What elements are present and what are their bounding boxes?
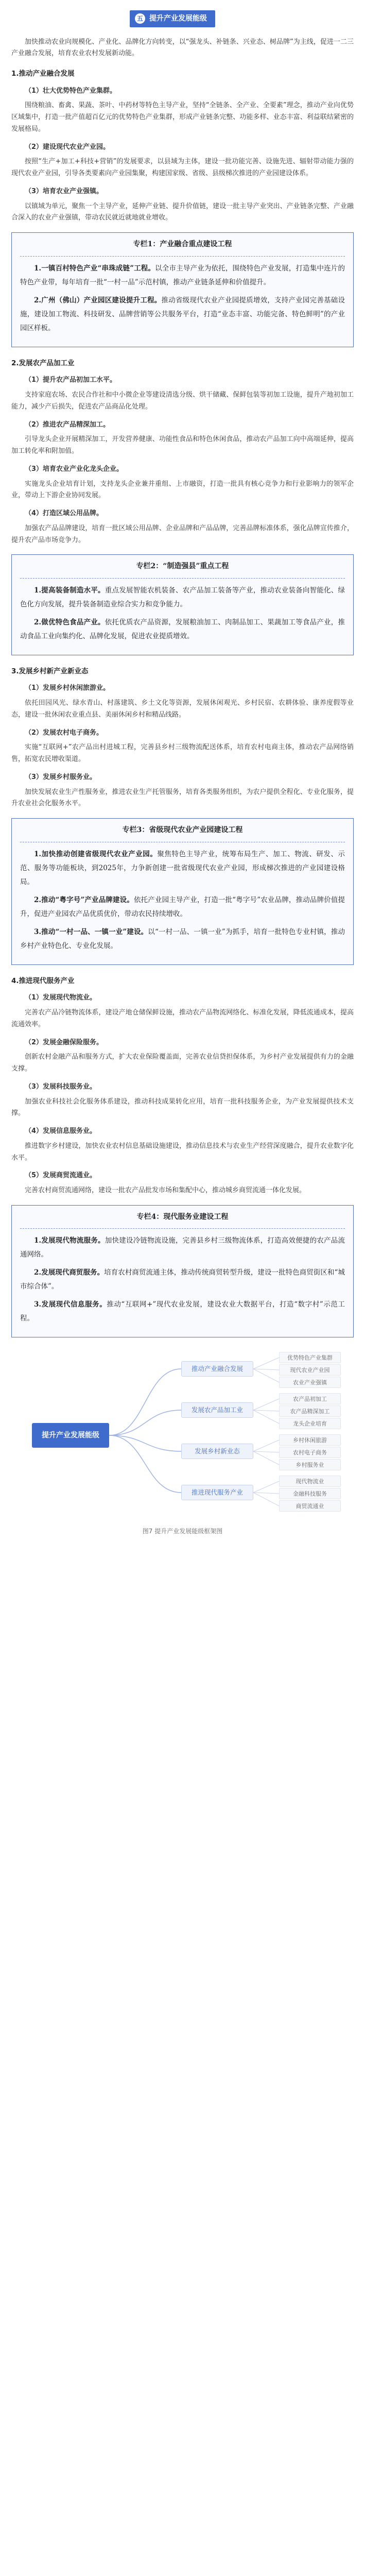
figure-leaf-connector	[253, 1481, 279, 1493]
box-paragraph	[20, 262, 345, 290]
box-item-text: 培育农村商贸流通主体，推动传统商贸转型升级，建设一批特色商贸街区和“城市综合体”。	[20, 1268, 345, 1291]
figure-branch-node: 发展乡村新业态	[181, 1444, 253, 1459]
item-paragraph: 加快发展农业生产性服务业，推进农业生产托管服务，培育各类服务组织，为农户提供全程化、专业化服务，提升农业社会化服务水平。	[11, 788, 354, 808]
figure-leaf-node: 优势特色产业集群	[279, 1352, 341, 1363]
figure-leaf-node: 现代农业产业园	[279, 1364, 341, 1376]
part2-items	[11, 375, 354, 546]
box-item-heading: 3.推动“一村一品、一镇一业”建设。	[34, 927, 148, 936]
box-item-text: 以全市主导产业为依托，围绕特色产业发展，打造集中连片的特色产业带，每年培育一批“一村一品”示范村镇，推动产业链条延伸和价值提升。	[20, 264, 345, 286]
item-paragraph: 推进数字乡村建设，加快农业农村信息基础设施建设，推动信息技术与农业生产经营深度融合，提升农业数字化水平。	[11, 1142, 354, 1162]
item-paragraph: 完善农产品冷链物流体系，建设产地仓储保鲜设施，推动农产品物流网络化、标准化发展，降低流通成本，提高流通效率。	[11, 1009, 354, 1028]
item-paragraph: 围绕粮油、畜禽、果蔬、茶叶、中药材等特色主导产业，坚持“全链条、全产业、全要素”理念，推动产业向优势区域集中，打造一批产值超百亿元的优势特色产业集群，形成产业链条完整、功能多样、业态丰富、利益联结紧密的发展格局。	[11, 101, 354, 133]
figure-leaf-node: 农业产业强镇	[279, 1377, 341, 1388]
box3-items	[20, 848, 345, 953]
box-item-heading: 1.一镇百村特色产业“串珠成链”工程。	[34, 264, 155, 273]
figure-leaf-connector	[253, 1440, 279, 1451]
part3-title: 3.发展乡村新产业新业态	[11, 667, 89, 675]
box2-title: 专栏2：“制造强县”重点工程	[20, 555, 345, 579]
box-paragraph	[20, 584, 345, 612]
figure-leaf-node: 农产品初加工	[279, 1393, 341, 1404]
item-heading: （1）发展现代物流业。	[25, 994, 97, 1002]
item-heading: （5）发展商贸流通业。	[25, 1172, 97, 1180]
item-paragraph: 实施“互联网+”农产品出村进城工程，完善县乡村三级物流配送体系，培育农村电商主体，推动农产品网络销售，拓宽农民增收渠道。	[11, 743, 354, 764]
item-heading: （2）发展金融保险服务。	[25, 1038, 103, 1046]
figure-leaf-connector	[253, 1358, 279, 1369]
item-paragraph: 加强农产品品牌建设，培育一批区域公用品牌、企业品牌和产品品牌，完善品牌标准体系，强化品牌宣传推介，提升农产品市场竞争力。	[11, 524, 354, 544]
item-paragraph: 支持家庭农场、农民合作社和中小微企业等建设清选分级、烘干储藏、保鲜包装等初加工设施，提升产地初加工能力，减少产后损失，促进农产品商品化处理。	[11, 391, 354, 411]
box-item-heading: 3.发展现代信息服务。	[34, 1300, 107, 1309]
item-paragraph: 加强农业科技社会化服务体系建设，推动科技成果转化应用，培育一批科技服务企业，为产业发展提供技术支撑。	[11, 1097, 354, 1117]
figure-leaf-node: 现代物流业	[279, 1476, 341, 1487]
section-title	[130, 10, 215, 27]
figure-leaf-node: 龙头企业培育	[279, 1418, 341, 1429]
box3-title: 专栏3：省级现代农业产业园建设工程	[20, 819, 345, 842]
box4	[11, 1205, 354, 1338]
figure-leaf-connector	[253, 1410, 279, 1423]
section-number: 五	[135, 13, 145, 24]
figure-leaf-node: 乡村休闲旅游	[279, 1434, 341, 1446]
item-heading: （1）提升农产品初加工水平。	[25, 376, 117, 384]
item-paragraph: 按照“生产+加工+科技+营销”的发展要求，以县域为主体，建设一批功能完善、设施先进、辐射带动能力强的现代农业产业园，引导各类要素向产业园集聚，构建国家级、省级、县级梯次推进的产业园建设体系。	[11, 158, 354, 178]
box1-items	[20, 262, 345, 335]
item-heading: （2）推进农产品精深加工。	[25, 420, 110, 429]
figure-caption: 图7 提升产业发展能级框架图	[142, 1528, 223, 1535]
figure-leaf-connector	[253, 1369, 279, 1370]
figure-branch-node: 发展农产品加工业	[181, 1402, 253, 1418]
item-paragraph: 实施龙头企业培育计划，支持龙头企业兼并重组、上市融资，打造一批具有核心竞争力和行业影响力的领军企业，带动上下游企业协同发展。	[11, 480, 354, 500]
box-item-heading: 2.推动“粤字号”产业品牌建设。	[34, 895, 134, 904]
box-item-text: 聚焦特色主导产业，统筹布局生产、加工、物流、研发、示范、服务等功能板块，到2025年，力争新创建一批省级现代农业产业园，形成梯次推进的产业园建设格局。	[20, 850, 345, 886]
intro-paragraph: 加快推动农业向规模化、产业化、品牌化方向转变，以“强龙头、补链条、兴业态、树品牌”为主线，促进一二三产业融合发展，培育农业农村发展新动能。	[11, 38, 354, 58]
box-item-text: 依托产业园主导产业，打造一批“粤字号”农业品牌，推动品牌价值提升，促进产业园农产品优质优价，带动农民持续增收。	[20, 895, 345, 918]
item-heading: （3）发展乡村服务业。	[25, 773, 97, 781]
box2-items	[20, 584, 345, 643]
box-item-text: 以“一村一品、一镇一业”为抓手，培育一批特色专业村镇，推动乡村产业特色化、专业化发展。	[20, 927, 345, 950]
box4-items	[20, 1234, 345, 1326]
figure-connector	[109, 1410, 181, 1435]
section-title-text: 提升产业发展能级	[149, 14, 207, 23]
box-paragraph	[20, 294, 345, 335]
item-heading: （1）发展乡村休闲旅游业。	[25, 684, 110, 692]
box-item-text: 推动省级现代农业产业园提质增效，支持产业园完善基础设施，建设加工物流、科技研发、品牌营销等公共服务平台，打造“业态丰富、功能完备、特色鲜明”的产业园区样板。	[20, 296, 345, 332]
figure-connector	[109, 1435, 181, 1493]
item-paragraph: 完善农村商贸流通网络，建设一批农产品批发市场和集配中心，推动城乡商贸流通一体化发展。	[25, 1187, 306, 1194]
figure-leaf-connector	[253, 1410, 279, 1411]
figure-center-node: 提升产业发展能级	[32, 1423, 109, 1448]
box-item-heading: 1.提高装备制造水平。	[34, 586, 105, 595]
box1-title: 专栏1：产业融合重点建设工程	[20, 233, 345, 257]
item-heading: （3）发展科技服务业。	[25, 1082, 97, 1091]
box-paragraph	[20, 616, 345, 643]
box-paragraph	[20, 893, 345, 921]
figure-branch-node: 推动产业融合发展	[181, 1361, 253, 1377]
item-heading: （2）建设现代农业产业园。	[25, 143, 110, 151]
part1-items	[11, 86, 354, 225]
item-heading: （4）打造区域公用品牌。	[25, 510, 103, 517]
figure-leaf-connector	[253, 1493, 279, 1506]
figure-leaf-connector	[253, 1451, 279, 1452]
item-heading: （3）培育农业产业强镇。	[25, 187, 103, 195]
part3-items	[11, 683, 354, 810]
figure-leaf-connector	[253, 1451, 279, 1465]
item-paragraph: 依托田园风光、绿水青山、村落建筑、乡土文化等资源，发展休闲观光、乡村民宿、农耕体验、康养度假等业态，建设一批休闲农业重点县、美丽休闲乡村和精品线路。	[11, 699, 354, 719]
figure-connector	[109, 1369, 181, 1435]
figure-leaf-node: 农产品精深加工	[279, 1405, 341, 1417]
box-item-text: 加快建设冷链物流设施，完善县乡村三级物流体系，打造高效便捷的农产品流通网络。	[20, 1236, 345, 1259]
box-item-heading: 2.广州（佛山）产业园区建设提升工程。	[34, 296, 162, 304]
figure-leaf-node: 农村电子商务	[279, 1447, 341, 1458]
item-paragraph: 以镇域为单元，聚焦一个主导产业，延伸产业链、提升价值链，建设一批主导产业突出、产业链条完整、产业融合深入的农业产业强镇，带动农民就近就地就业增收。	[11, 202, 354, 222]
box3	[11, 818, 354, 965]
figure-leaf-connector	[253, 1493, 279, 1494]
figure-branch-node: 推进现代服务产业	[181, 1485, 253, 1500]
item-heading: （2）发展农村电子商务。	[25, 728, 103, 737]
part4-items	[11, 992, 354, 1197]
figure-leaf-node: 金融科技服务	[279, 1488, 341, 1499]
box-paragraph	[20, 1298, 345, 1326]
box-item-heading: 1.发展现代物流服务。	[34, 1236, 105, 1245]
item-heading: （3）培育农业产业化龙头企业。	[25, 465, 124, 473]
box-paragraph	[20, 1266, 345, 1294]
item-paragraph: 引导龙头企业开展精深加工，开发营养健康、功能性食品和特色休闲食品，推动农产品加工向中高端延伸，提高加工转化率和附加值。	[11, 435, 354, 455]
part4-title: 4.推进现代服务产业	[11, 976, 75, 985]
box-paragraph	[20, 925, 345, 953]
box1	[11, 232, 354, 347]
box-paragraph	[20, 848, 345, 889]
box4-title: 专栏4：现代服务业建设工程	[20, 1206, 345, 1229]
figure-leaf-connector	[253, 1399, 279, 1410]
box-item-text: 重点发展智能农机装备、农产品加工装备等产业，推动农业装备向智能化、绿色化方向发展，提升装备制造业综合实力和竞争能力。	[20, 586, 345, 608]
box-item-heading: 2.做优特色食品产业。	[34, 618, 105, 626]
box-paragraph	[20, 1234, 345, 1262]
part2-title: 2.发展农产品加工业	[11, 359, 75, 367]
figure-leaf-node: 乡村服务业	[279, 1459, 341, 1470]
part1-title: 1.推动产业融合发展	[11, 70, 75, 78]
box-item-text: 依托优质农产品资源，发展粮油加工、肉制品加工、果蔬加工等食品产业，推动食品工业向集约化、品牌化发展，促进农业提质增效。	[20, 618, 345, 640]
figure-leaf-connector	[253, 1369, 279, 1382]
figure-leaf-node: 商贸流通业	[279, 1500, 341, 1512]
framework-figure	[11, 1351, 354, 1521]
box-item-heading: 2.发展现代商贸服务。	[34, 1268, 105, 1277]
box-item-text: 推动“互联网+”现代农业发展，建设农业大数据平台，打造“数字村”示范工程。	[20, 1300, 345, 1323]
item-heading: （4）发展信息服务业。	[25, 1127, 97, 1135]
item-heading: （1）壮大优势特色产业集群。	[25, 87, 117, 95]
box2	[11, 554, 354, 655]
box-item-heading: 1.加快推动创建省级现代农业产业园。	[34, 850, 158, 858]
item-paragraph: 创新农村金融产品和服务方式，扩大农业保险覆盖面，完善农业信贷担保体系，为乡村产业发展提供有力的金融支撑。	[11, 1053, 354, 1073]
